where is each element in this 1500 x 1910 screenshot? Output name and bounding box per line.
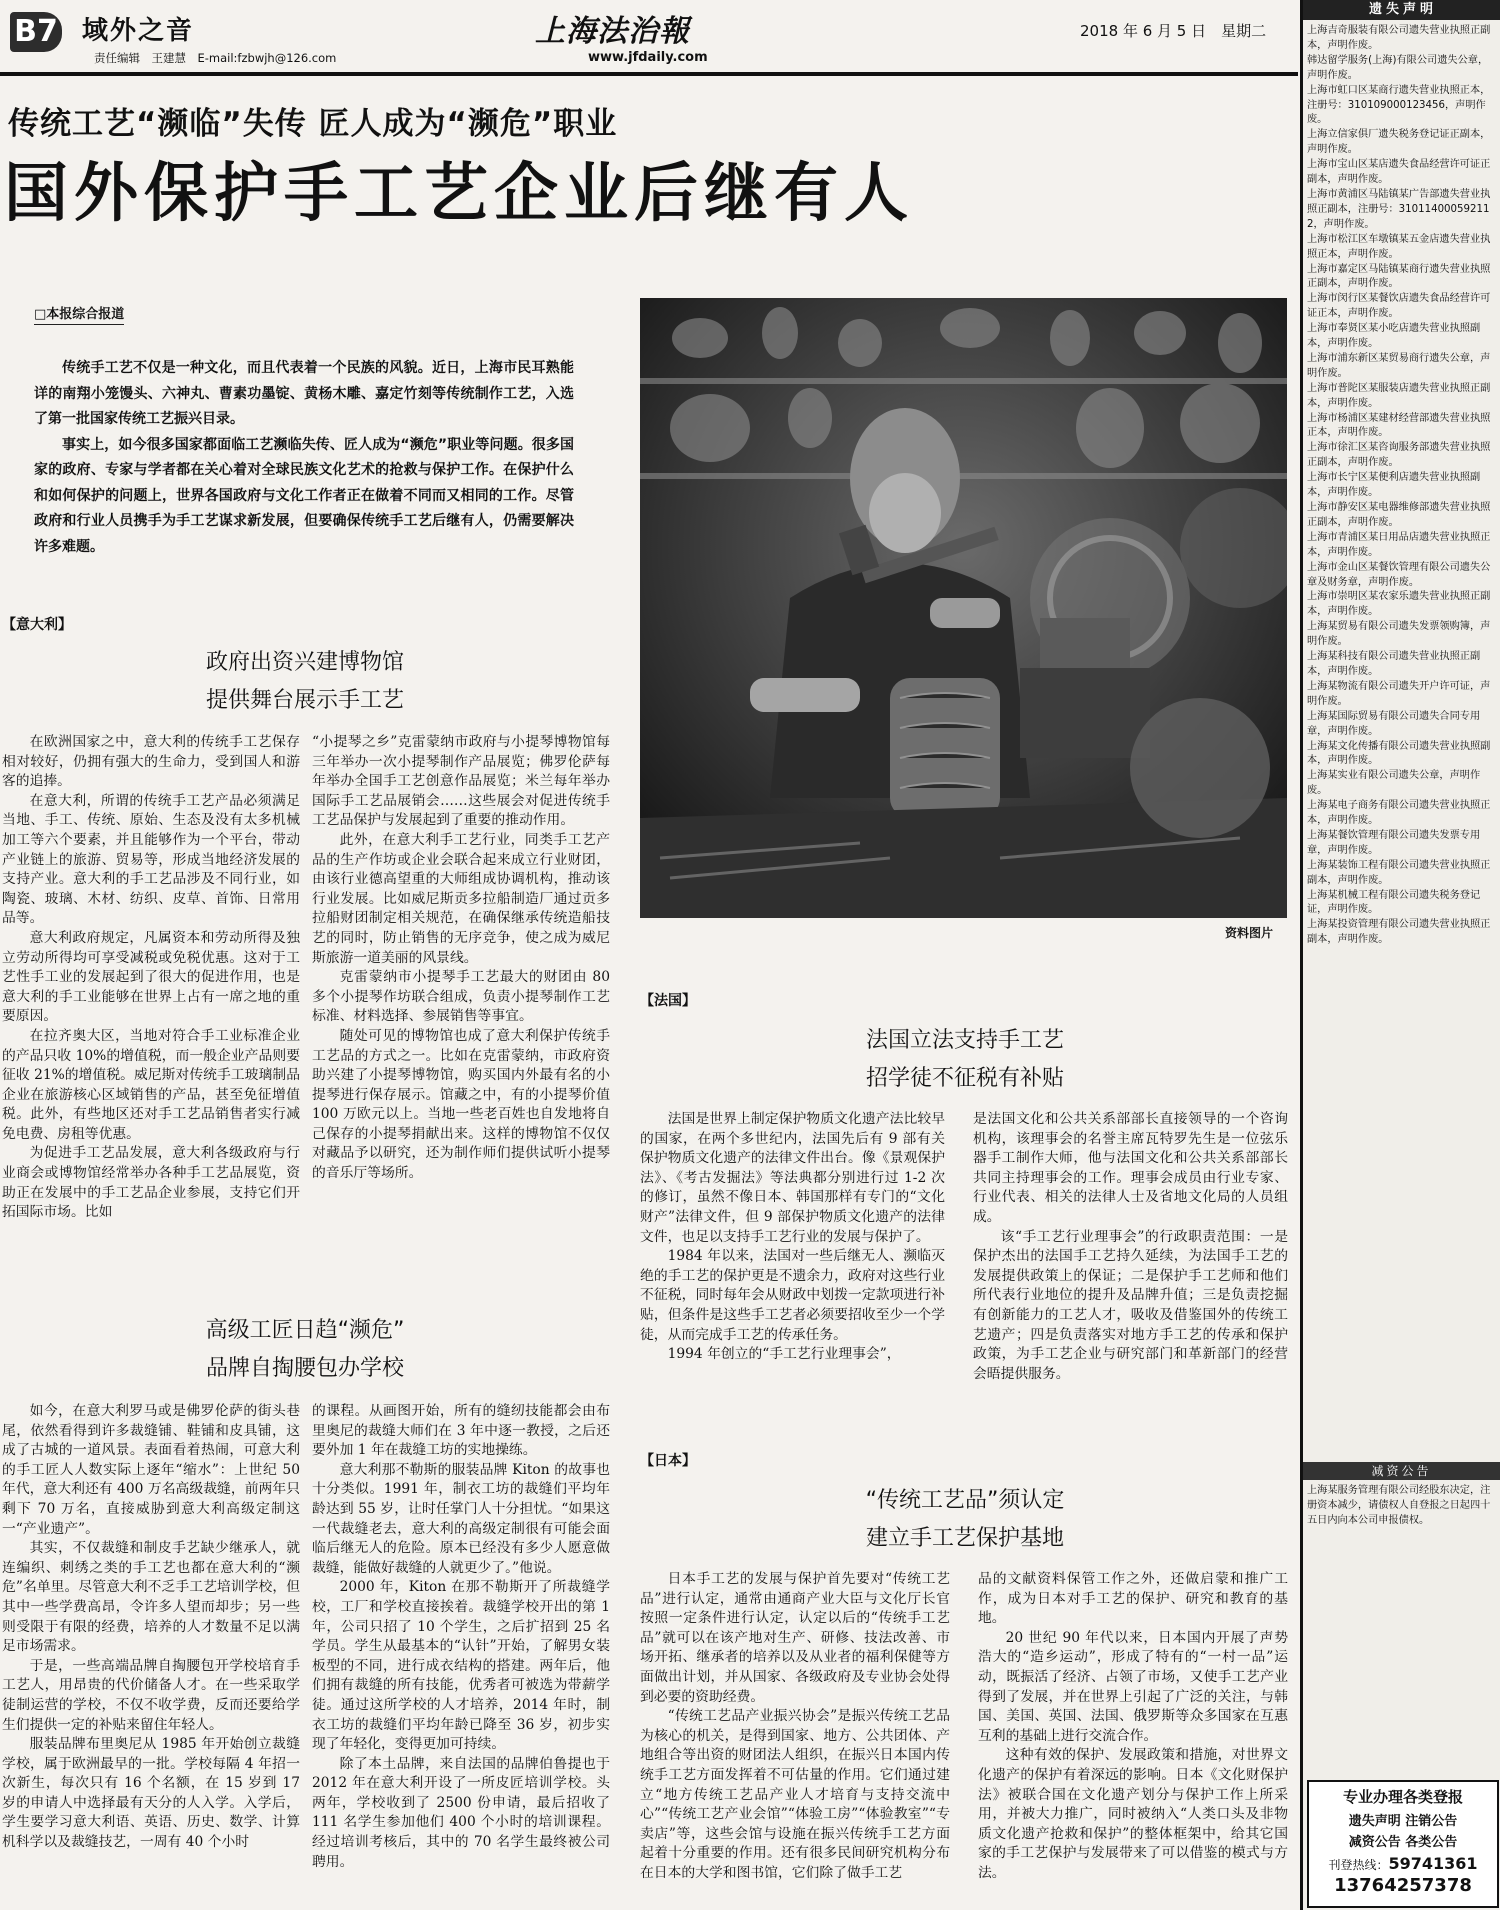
masthead-logo: 上海法治報 [535, 14, 690, 49]
notice-item: 上海某贸易有限公司遗失发票领购簿，声明作废。 [1307, 621, 1491, 648]
france-sub [640, 1022, 1290, 1098]
notice-item: 上海某文化传播有限公司遗失营业执照副本，声明作废。 [1307, 740, 1491, 767]
paragraph: 随处可见的博物馆也成了意大利保护传统手工艺品的方式之一。比如在克雷蒙纳，市政府资助兴建了小提琴博物馆，购买国内外最有名的小提琴进行保存展示。馆藏之中，有的小提琴价值 100 万欧元以上。当地一些老百姓也自发地将自己保存的小提琴捐献出来。这样的博物馆不仅仅对藏品予以研究，还为制作师们提供试听小提琴的音乐厅等场所。 [312, 1027, 610, 1182]
notice-item: 上海市松江区车墩镇某五金店遗失营业执照正本，声明作废。 [1307, 233, 1491, 260]
notice-item: 上海市黄浦区马陆镇某广告部遗失营业执照正副本，注册号：310114000592112，声明作废。 [1307, 188, 1491, 230]
notice-item: 韩达留学服务(上海)有限公司遗失公章，声明作废。 [1307, 54, 1489, 81]
notice-item: 上海市崇明区某农家乐遗失营业执照正副本，声明作废。 [1307, 591, 1491, 618]
notice-item: 上海立信家俱厂遗失税务登记证正副本，声明作废。 [1307, 129, 1491, 156]
notice-item: 上海市长宁区某便利店遗失营业执照副本，声明作废。 [1307, 472, 1481, 499]
paragraph: 此外，在意大利手工艺行业，同类手工艺产品的生产作坊或企业会联合起来成立行业财团，由该行业德高望重的大师组成协调机构，推动该行业发展。比如威尼斯贡多拉船制造厂通过贡多拉船财团制定相关规范，在确保继承传统造船技艺的同时，防止销售的无序竞争，使之成为威尼斯旅游一道美丽的风景线。 [312, 831, 610, 966]
italy-tag: 【意大利】 [2, 617, 72, 633]
notice-item: 上海市静安区某电器维修部遗失营业执照正副本，声明作废。 [1307, 502, 1491, 528]
italy-sec2-col1 [2, 1402, 300, 1907]
byline: □本报综合报道 [34, 303, 124, 325]
japan-col2 [978, 1570, 1288, 1906]
notice-item: 上海市奉贤区某小吃店遗失营业执照副本，声明作废。 [1307, 323, 1481, 350]
notice-item: 上海市虹口区某商行遗失营业执照正本，注册号：310109000123456，声明作废。 [1307, 84, 1491, 126]
paragraph: 为促进手工艺品发展，意大利各级政府与行业商会或博物馆经常举办各种手工艺品展览，资助正在发展中的手工艺品企业参展，支持它们开拓国际市场。比如 [2, 1145, 300, 1221]
paragraph: 克雷蒙纳市小提琴手工艺最大的财团由 80 多个小提琴作坊联合组成，负责小提琴制作工艺标准、材料选择、参展销售等事宜。 [312, 969, 610, 1025]
notice-item: 上海市浦东新区某贸易商行遗失公章，声明作废。 [1307, 352, 1491, 379]
notice-item: 上海吉奇服装有限公司遗失营业执照正副本，声明作废。 [1307, 25, 1491, 51]
kicker: 传统工艺“濒临”失传 匠人成为“濒危”职业 [8, 106, 618, 142]
paragraph: 1984 年以来，法国对一些后继无人、濒临灭绝的手工艺的保护更是不遗余力，政府对这些行业不征税，同时每年会从财政中划拨一定款项进行补贴，但条件是这些手工艺者必须要招收至少一个学徒，从而完成手工艺的传承任务。 [640, 1248, 945, 1343]
italy-sub1 [0, 644, 610, 720]
paragraph: 在拉齐奥大区，当地对符合手工业标准企业的产品只收 10%的增值税，而一般企业产品则要征收 21%的增值税。威尼斯对传统手工玻璃制品企业在旅游核心区域销售的产品，甚至免征增值税。此外，有些地区还对手工艺品销售者实行减免电费、房租等优惠。 [2, 1027, 300, 1142]
italy-sub2-line2: 品牌自掏腰包办学校 [205, 1356, 404, 1381]
reduction-notice-header: 减资公告 [1303, 1462, 1500, 1480]
italy-sec1-col2 [312, 733, 610, 1318]
photo-illustration [640, 298, 1287, 918]
reduction-notice [1307, 1484, 1497, 1774]
japan-sub [640, 1482, 1290, 1558]
japan-tag: 【日本】 [640, 1453, 696, 1469]
notice-item: 上海某科技有限公司遗失营业执照正副本，声明作废。 [1307, 651, 1481, 677]
notice-item: 上海某投资管理有限公司遗失营业执照正副本，声明作废。 [1307, 919, 1491, 946]
paragraph: 日本手工艺的发展与保护首先要对“传统工艺品”进行认定，通常由通商产业大臣与文化厅长官按照一定条件进行认定，认定以后的“传统手工艺品”就可以在该产地对生产、研修、技法改善、市场开拓、继承者的培养以及从业者的福利保健等方面做出计划，并从国家、各级政府及专业协会处得到必要的资助经费。 [640, 1571, 950, 1705]
paragraph: 意大利那不勒斯的服装品牌 Kiton 的故事也十分类似。1991 年，制衣工坊的裁缝们平均年龄达到 55 岁，让时任掌门人十分担忧。“如果这一代裁缝老去，意大利的高级定制很有可能会面临后继无人的危险。原本已经没有多少人愿意做裁缝，能做好裁缝的人就更少了。”他说。 [312, 1461, 610, 1576]
website: www.jfdaily.com [588, 50, 708, 65]
paragraph: 的课程。从画图开始，所有的缝纫技能都会由布里奥尼的裁缝大师们在 3 年中逐一教授，之后还要外加 1 年在裁缝工坊的实地操练。 [312, 1403, 610, 1459]
photo-credit: 资料图片 [1225, 926, 1274, 940]
lead [34, 356, 574, 560]
paragraph: 在意大利，所谓的传统手工艺产品必须满足当地、手工、传统、原始、生态及没有太多机械加工等六个要素，并且能够作为一个平台，带动产业链上的旅游、贸易等，形成当地经济发展的支持产业。意大利的手工艺品涉及不同行业，如陶瓷、玻璃、木材、纺织、皮草、首饰、日常用品等。 [2, 792, 300, 927]
editor-line: 责任编辑 王建慧 E-mail:fzbwjh@126.com [94, 51, 337, 65]
notice-item: 上海某服务管理有限公司经股东决定，注册资本减少，请债权人自登报之日起四十五日内向本公司申报债权。 [1307, 1485, 1491, 1526]
ad-column [1300, 0, 1500, 1910]
page-badge: B7 [10, 12, 62, 52]
italy-sub2 [0, 1312, 610, 1388]
italy-sec2-col2 [312, 1402, 610, 1907]
paragraph: “传统工艺品产业振兴协会”是振兴传统工艺品为核心的机关，是得到国家、地方、公共团体、产地组合等出资的财团法人组织，在振兴日本国内传统手工艺方面发挥着不可估量的作用。它们通过建立“地方传统工艺品产业人才培育与支持交流中心”“传统工艺产业会馆”“体验工房”“体验教室”“专卖店”等，这些会馆与设施在振兴传统手工艺方面起着十分重要的作用。还有很多民间研究机构分布在日本的大学和图书馆，它们除了做手工艺 [640, 1708, 950, 1881]
paragraph: 品的文献资料保管工作之外，还做启蒙和推广工作，成为日本对手工艺的保护、研究和教育的基地。 [978, 1571, 1288, 1627]
hotline-row [1309, 1854, 1497, 1873]
issue-date: 2018 年 6 月 5 日 星期二 [1080, 22, 1267, 40]
notice-item: 上海市嘉定区马陆镇某商行遗失营业执照正副本，声明作废。 [1307, 263, 1491, 290]
hotline-label: 刊登热线： [1328, 1858, 1389, 1872]
craftsman-photo [640, 298, 1287, 918]
notice-item: 上海市青浦区某日用品店遗失营业执照正本，声明作废。 [1307, 531, 1491, 558]
hotline-number: 59741361 [1388, 1854, 1478, 1873]
headline: 国外保护手工艺企业后继有人 [4, 157, 914, 231]
notice-item: 上海市宝山区某店遗失食品经营许可证正副本，声明作废。 [1307, 159, 1491, 186]
notice-item: 上海某机械工程有限公司遗失税务登记证，声明作废。 [1307, 889, 1481, 916]
paragraph: 这种有效的保护、发展政策和措施，对世界文化遗产的保护有着深远的影响。日本《文化财保护法》被联合国在文化遗产划分与保护工作上所采用，并被大力推广，同时被纳入“人类口头及非物质文化遗产抢救和保护”的整体框架中，给其它国家的手工艺保护与发展带来了可以借鉴的模式与方法。 [978, 1747, 1288, 1881]
mobile-number: 13764257378 [1334, 1875, 1472, 1896]
paragraph: 是法国文化和公共关系部部长直接领导的一个咨询机构，该理事会的名誉主席瓦特罗先生是一位弦乐器手工制作大师，他与法国文化和公共关系部部长共同主持理事会的工作。理事会成员由行业专家、行业代表、相关的法律人士及省地文化局的人员组成。 [973, 1111, 1288, 1225]
header-rule [0, 72, 1298, 76]
france-col1 [640, 1110, 945, 1430]
japan-sub-line1: “传统工艺品”须认定 [865, 1488, 1065, 1513]
paragraph: 在欧洲国家之中，意大利的传统手工艺保存相对较好，仍拥有强大的生命力，受到国人和游客的追捧。 [2, 734, 300, 790]
notice-list [1307, 24, 1497, 1456]
japan-col1 [640, 1570, 950, 1906]
notice-item: 上海市杨浦区某建材经营部遗失营业执照正本，声明作废。 [1307, 412, 1491, 439]
france-sub-line2: 招学徒不征税有补贴 [865, 1066, 1064, 1091]
notice-item: 上海市普陀区某服装店遗失营业执照正副本，声明作废。 [1307, 382, 1491, 409]
lead-paragraph-1: 传统手工艺不仅是一种文化，而且代表着一个民族的风貌。近日，上海市民耳熟能详的南翔小笼馒头、六神丸、曹素功墨锭、黄杨木雕、嘉定竹刻等传统制作工艺，入选了第一批国家传统工艺振兴目录。 [34, 360, 574, 427]
paragraph: 20 世纪 90 年代以来，日本国内开展了声势浩大的“造乡运动”，形成了特有的“一村一品”运动，既振活了经济、占领了市场，又使手工艺产业得到了发展，并在世界上引起了广泛的关注，与韩国、美国、英国、法国、俄罗斯等众多国家在互惠互利的基础上进行交流合作。 [978, 1629, 1288, 1744]
notice-item: 上海某餐饮管理有限公司遗失发票专用章，声明作废。 [1307, 829, 1481, 856]
notice-item: 上海某实业有限公司遗失公章，声明作废。 [1307, 770, 1481, 797]
notice-item: 上海市闵行区某餐饮店遗失食品经营许可证正本，声明作废。 [1307, 293, 1491, 320]
paragraph: 2000 年，Kiton 在那不勒斯开了所裁缝学校，工厂和学校直接挨着。裁缝学校开出的第 1 年，公司只招了 10 个学生，之后扩招到 25 名学员。学生从最基本的“认针”开始，了解男女装板型的不同，进行成衣结构的搭建。两年后，他们拥有裁缝的所有技能，优秀者可被选为带薪学徒。通过这所学校的人才培养，2014 年时，制衣工坊的裁缝们平均年龄已降至 36 岁，初步实现了年轻化，变得更加可持续。 [312, 1579, 610, 1753]
notice-item: 上海某国际贸易有限公司遗失合同专用章，声明作废。 [1307, 710, 1481, 737]
france-col2 [973, 1110, 1288, 1430]
paragraph: 于是，一些高端品牌自掏腰包开学校培育手工艺人，用昂贵的代价储备人才。在一些采取学徒制运营的学校，不仅不收学费，反而还要给学生们提供一定的补贴来留住年轻人。 [2, 1657, 300, 1733]
notice-item: 上海市徐汇区某咨询服务部遗失营业执照正副本，声明作废。 [1307, 442, 1491, 469]
ad-header: 遗失声明 [1303, 0, 1500, 20]
service-line-2: 减资公告 各类公告 [1348, 1835, 1458, 1850]
italy-sub2-line1: 高级工匠日趋“濒危” [205, 1318, 405, 1343]
paragraph: 其实，不仅裁缝和制皮手艺缺少继承人，就连编织、刺绣之类的手工艺也都在意大利的“濒危”名单里。尽管意大利不乏手工艺培训学校，但其中一些学费高昂，令许多人望而却步；另一些则受限于有限的经费，培养的人才数量不足以满足市场需求。 [2, 1540, 300, 1655]
paragraph: 该“手工艺行业理事会”的行政职责范围：一是保护杰出的法国手工艺持久延续，为法国手工艺的发展提供政策上的保证；二是保护手工艺师和他们所代表行业地位的提升及品牌升值；三是负责挖掘有创新能力的工艺人才，吸收及借鉴国外的传统工艺遗产；四是负责落实对地方手工艺的传承和保护政策，为手工艺企业与研究部门和革新部门的经营会晤提供服务。 [973, 1228, 1288, 1382]
notice-item: 上海某装饰工程有限公司遗失营业执照正副本，声明作废。 [1307, 859, 1491, 886]
france-tag: 【法国】 [640, 993, 696, 1009]
paragraph: 除了本土品牌，来自法国的品牌伯鲁提也于 2012 年在意大利开设了一所皮匠培训学校。头两年，学校收到了 2500 份申请，最后招收了 111 名学生参加他们 400 个小时的培训课程。经过培训考核后，其中的 70 名学生最终被公司聘用。 [312, 1755, 610, 1870]
paragraph: 意大利政府规定，凡属资本和劳动所得及独立劳动所得均可享受减税或免税优惠。这对于工艺性手工业的发展起到了很大的促进作用，也是意大利的手工业能够在世界上占有一席之地的重要原因。 [2, 929, 300, 1025]
paragraph: 法国是世界上制定保护物质文化遗产法比较早的国家，在两个多世纪内，法国先后有 9 部有关保护物质文化遗产的法律文件出台。像《景观保护法》、《考古发掘法》等法典都分别进行过 1-2 次的修订，虽然不像日本、韩国那样有专门的“文化财产”法律文件，但 9 部保护物质文化遗产的法律文件，也足以支持手工艺行业的发展与保护了。 [640, 1111, 945, 1245]
section-title: 域外之音 [82, 16, 195, 46]
italy-sub1-line1: 政府出资兴建博物馆 [205, 650, 404, 675]
italy-sub1-line2: 提供舞台展示手工艺 [205, 688, 404, 713]
service-title: 专业办理各类登报 [1342, 1788, 1463, 1806]
paragraph: 服装品牌布里奥尼从 1985 年开始创立裁缝学校，属于欧洲最早的一批。学校每隔 4 年招一次新生，每次只有 16 个名额，在 15 岁到 17 岁的申请人中选择最有天分的人入学。入学后，学生要学习意大利语、英语、历史、数学、计算机科学以及裁缝技艺，一周有 40 个小时 [2, 1736, 300, 1851]
service-box [1307, 1780, 1499, 1908]
paragraph: 1994 年创立的“手工艺行业理事会”， [667, 1346, 901, 1363]
italy-sec1-col1 [2, 733, 300, 1318]
page-header [0, 0, 1300, 70]
paragraph: “小提琴之乡”克雷蒙纳市政府与小提琴博物馆每三年举办一次小提琴制作产品展览；佛罗伦萨每年举办全国手工艺创意作品展览；米兰每年举办国际手工艺品展销会……这些展会对促进传统手工艺品保护与发展起到了重要的推动作用。 [312, 734, 610, 829]
france-sub-line1: 法国立法支持手工艺 [865, 1028, 1064, 1053]
notice-item: 上海某电子商务有限公司遗失营业执照正本，声明作废。 [1307, 800, 1491, 827]
notice-item: 上海市金山区某餐饮管理有限公司遗失公章及财务章，声明作废。 [1307, 561, 1491, 588]
notice-item: 上海某物流有限公司遗失开户许可证，声明作废。 [1307, 680, 1491, 707]
lead-paragraph-2: 事实上，如今很多国家都面临工艺濒临失传、匠人成为“濒危”职业等问题。很多国家的政府、专家与学者都在关心着对全球民族文化艺术的抢救与保护工作。在保护什么和如何保护的问题上，世界各国政府与文化工作者正在做着不同而又相同的工作。尽管政府和行业人员携手为手工艺谋求新发展，但要确保传统手工艺后继有人，仍需要解决许多难题。 [34, 436, 574, 555]
japan-sub-line2: 建立手工艺保护基地 [865, 1526, 1064, 1551]
paragraph: 如今，在意大利罗马或是佛罗伦萨的街头巷尾，依然看得到许多裁缝铺、鞋铺和皮具铺，这成了古城的一道风景。表面看着热闹，可意大利的手工匠人人数实际上逐年“缩水”：上世纪 50 年代，意大利还有 400 万名高级裁缝，前两年只剩下 70 万名，直接威胁到意大利高级定制这一“产业遗产”。 [2, 1403, 300, 1537]
service-line-1: 遗失声明 注销公告 [1348, 1814, 1458, 1829]
